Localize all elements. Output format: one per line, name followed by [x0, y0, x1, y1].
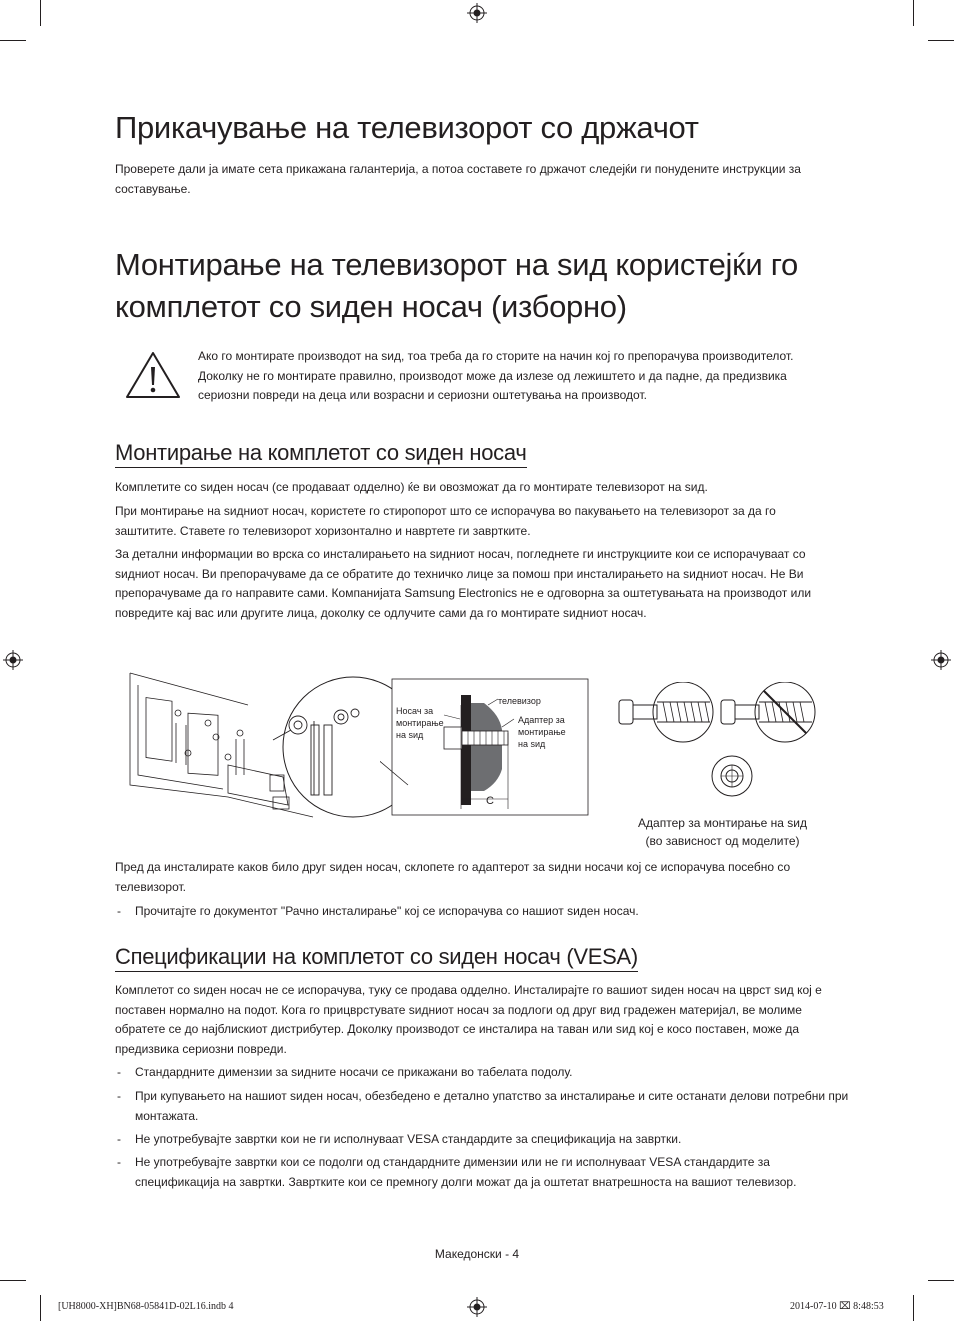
bullet-dash: -: [117, 1089, 121, 1103]
list-item: [117, 1087, 851, 1126]
crop-mark: [928, 1280, 954, 1281]
paragraph: Комплетите со ѕиден носач (се продаваат одделно) ќе ви овозможат да го монтирате телевизорот на ѕид.: [115, 480, 708, 494]
bullet-dash: -: [117, 904, 121, 918]
label-c: C: [486, 795, 494, 807]
crop-mark: [40, 1295, 41, 1321]
caption-line: Адаптер за монтирање на ѕид: [638, 816, 807, 830]
paragraph: Комплетот со ѕиден носач не се испорачува, туку се продава одделно. Инсталирајте го вашиот ѕиден носач на цврст ѕид кој е поставен нормално на подот. Кога го прицврстувате ѕидниот носач за подлоги од друг вид градежен материјал, ве молиме обратете се до најблискиот дистрибутер. Доколку производот се инсталира на таван или ѕид кој е косо поставен, може да предизвика сериозни повреди.: [115, 983, 822, 1056]
section-heading: Спецификации на комплетот со ѕиден носач (VESA): [115, 944, 638, 972]
print-info-left: [UH8000-XH]BN68-05841D-02L16.indb 4: [58, 1301, 234, 1312]
label-adapter: Адаптер за монтирање на ѕид: [518, 715, 566, 749]
section-title-line2: комплетот со ѕиден носач (изборно): [115, 289, 627, 324]
list-item-text: При купувањето на нашиот ѕиден носач, обезбедено е детално упатство за инсталирање и сите останати делови потребни при монтажата.: [135, 1089, 849, 1123]
figure-caption: [600, 814, 845, 850]
list-item-text: Прочитајте го документот "Рачно инсталирање" кој се испорачува со нашиот ѕиден носач.: [135, 904, 639, 918]
registration-mark-icon: [467, 1297, 487, 1317]
crop-mark: [0, 40, 26, 41]
page-title: Прикачување на телевизорот со држачот: [115, 110, 699, 145]
list-item: [117, 902, 851, 922]
screw-comparison-illustration: [615, 682, 820, 810]
bullet-dash: -: [117, 1065, 121, 1079]
registration-mark-icon: [467, 3, 487, 23]
page-number: Македонски - 4: [434, 1247, 520, 1261]
registration-mark-icon: [3, 650, 23, 670]
list-item-text: Не употребувајте завртки кои не ги исполнуваат VESA стандардите за спецификација на завртки.: [135, 1132, 682, 1146]
list-item: [117, 1153, 851, 1192]
caption-line: (во зависност од моделите): [645, 834, 800, 848]
bullet-dash: -: [117, 1132, 121, 1146]
section-title-line1: Монтирање на телевизорот на ѕид користејќи го: [115, 247, 798, 282]
crop-mark: [913, 1295, 914, 1321]
crop-mark: [40, 0, 41, 26]
paragraph: При монтирање на ѕидниот носач, користете го стиропорот што се испорачува во пакувањето на телевизорот за да го заштитите. Ставете го телевизорот хоризонтално и навртете ги завртките.: [115, 504, 776, 538]
paragraph: Пред да инсталирате каков било друг ѕиден носач, склопете го адаптерот за ѕидни носачи кој се испорачува посебно со телевизорот.: [115, 860, 791, 894]
warning-icon: [124, 350, 182, 400]
print-info-right: 2014-07-10 ⌧ 8:48:53: [790, 1301, 884, 1312]
section-heading: Монтирање на комплетот со ѕиден носач: [115, 440, 527, 468]
registration-mark-icon: [931, 650, 951, 670]
crop-mark: [0, 1280, 26, 1281]
intro-paragraph: Проверете дали ја имате сета прикажана галантерија, а потоа составете го држачот следејќи ги понудените инструкции за составување.: [115, 162, 801, 196]
list-item: [117, 1063, 851, 1083]
label-wall-bracket: Носач за монтирање на ѕид: [396, 706, 444, 740]
crop-mark: [913, 0, 914, 26]
crop-mark: [928, 40, 954, 41]
list-item-text: Стандардните димензии за ѕидните носачи се прикажани во табелата подолу.: [135, 1065, 573, 1079]
list-item-text: Не употребувајте завртки кои се подолги од стандардните димензии или не ги исполнуваат VESA стандардите за спецификација на завртки. Завртките кои се премногу долги можат да ја оштетат внатрешноста на вашиот телевизор.: [135, 1155, 797, 1189]
list-item: [117, 1130, 851, 1150]
warning-text: Ако го монтирате производот на ѕид, тоа треба да го сторите на начин кој го препорачува производителот. Доколку не го монтирате правилно, производот може да излезе од лежиштето и да падне, да предизвика сериозни повреди на деца или возрасни и сериозни оштетувања на производот.: [198, 349, 794, 402]
label-tv: телевизор: [498, 696, 541, 706]
paragraph: За детални информации во врска со инсталирањето на ѕидниот носач, погледнете ги инструкциите кои се испорачуваат со ѕидниот носач. Ви препорачуваме да се обратите до техничко лице за помош при инсталирањето на ѕидниот носач. Не Ви препорачуваме да го направите сами. Компанијата Samsung Electronics не е одговорна за оштетувањата на производот или повредите кај вас или другите лица, доколку се одлучите сами да го монтирате ѕидниот носач.: [115, 547, 812, 620]
bullet-dash: -: [117, 1155, 121, 1169]
tv-mount-illustration: [128, 665, 398, 825]
